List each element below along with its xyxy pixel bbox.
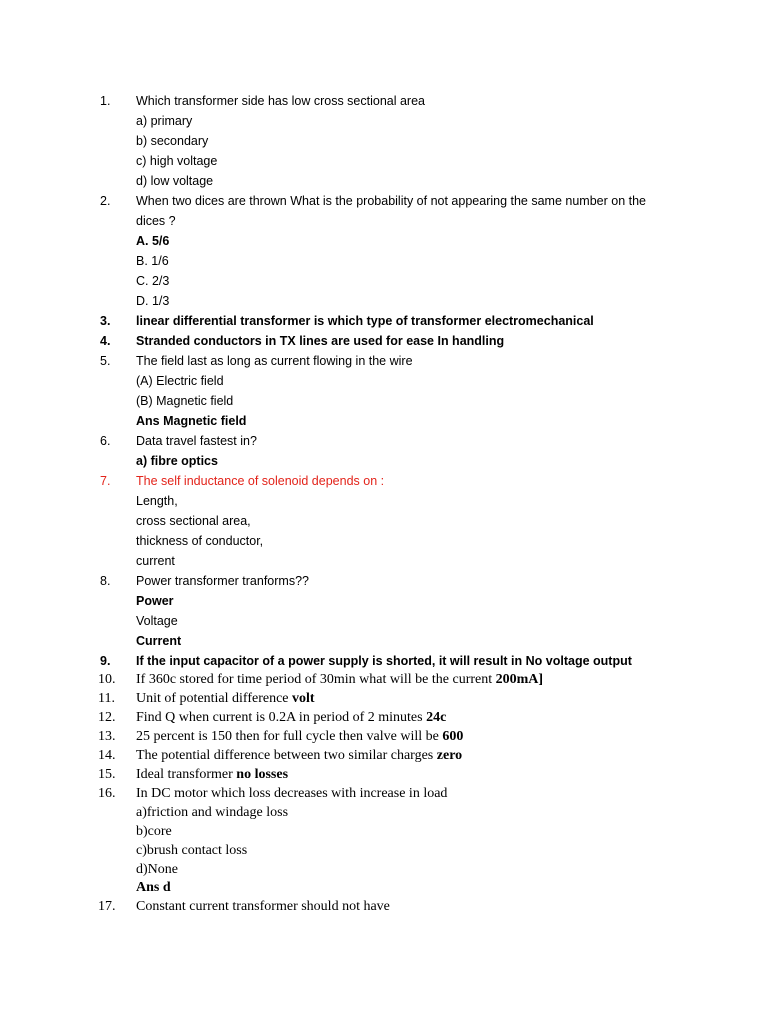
answer: no losses [236,767,289,782]
question-number: 1. [100,94,111,108]
question-number: 6. [100,434,111,448]
question-text: Ideal transformer [136,767,237,782]
question-text: The potential difference between two similar charges [136,748,437,763]
question-text: Unit of potential difference [136,691,293,706]
question-text: The field last as long as current flowing in the wire [136,354,413,368]
question-text: Data travel fastest in? [136,434,257,448]
question-number: 5. [100,354,111,368]
question-number: 13. [98,729,116,744]
question-number: 11. [98,691,115,706]
question-number: 16. [98,786,116,801]
question-text: If the input capacitor of a power supply is shorted, it will result in [136,654,526,668]
answer: 200mA] [495,672,544,687]
answer: No voltage output [525,654,632,668]
question-number: 15. [98,767,116,782]
question-number: 12. [98,710,116,725]
document-page: 1. Which transformer side has low cross sectional area a) primary b) secondary c) high voltage d) low voltage 2. When two dices are thrown What is the probability of not appearing the same number on the dices ? A. 5/6 B. 1/6 C. 2/3 D. 1/3 3. linear differential transformer is which type of transformer electromechanical 4. Stranded conductors in TX lines are used for ease In handling 5. The field last as long as current flowing in the wire (A) Electric field (B) Magnetic field Ans Magnetic field 6. Data travel fastest in? a) fibre optics 7. The self inductance of solenoid depends on : Length, cross sectional area, thickness of conductor, current 8. Power transformer tranforms?? Power Voltage Current 9. If the input capacitor of a power supply is shorted, it will result in No voltage output 10. If 360c stored for time period of 30min what will be the current 200mA] 11. Unit of potential difference volt 12. Find Q when current is 0.2A in period of 2 minutes 24c 13. 25 percent is 150 then for full cycle then valve will be 600 14. The potential difference between two similar charges zero 15. Ideal transformer no losses 16. In DC motor which loss decreases with increase in load a)friction and windage loss b)core c)brush contact loss d)None Ans d 17. Constant current transformer should not have [0,0,768,1024]
answer: volt [292,691,315,706]
question-number: 7. [100,474,111,488]
answer: 24c [426,710,447,725]
question-number: 9. [100,654,111,668]
question-number: 10. [98,672,116,687]
question-text: Stranded conductors in TX lines are used for ease In handling [136,334,505,348]
question-number: 3. [100,314,111,328]
question-text: The self inductance of solenoid depends on : [136,474,385,488]
question-number: 4. [100,334,111,348]
question-text: When two dices are thrown What is the probability of not appearing the same number on the [136,194,647,208]
question-text: 25 percent is 150 then for full cycle then valve will be [136,729,443,744]
question-text: linear differential transformer is which type of transformer electromechanical [136,314,594,328]
answer: 600 [442,729,464,744]
question-text: If 360c stored for time period of 30min what will be the current [136,672,496,687]
question-number: 8. [100,574,111,588]
question-number: 17. [98,899,116,914]
question-number: 2. [100,194,111,208]
question-text: Find Q when current is 0.2A in period of 2 minutes [136,710,427,725]
question-text: Power transformer tranforms?? [136,574,309,588]
answer: zero [436,748,463,763]
question-number: 14. [98,748,116,763]
question-text: In DC motor which loss decreases with increase in load [136,786,448,801]
question-text: Constant current transformer should not have [136,899,390,914]
question-text: Which transformer side has low cross sectional area [136,94,426,108]
